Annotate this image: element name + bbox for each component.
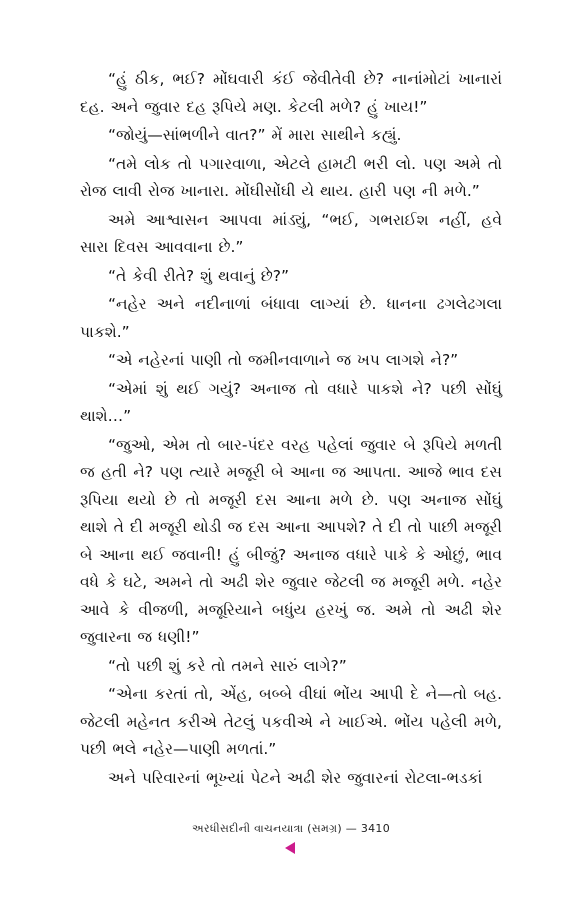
paragraph: “જોયું—સાંભળીને વાત?” મેં મારા સાથીને કહ્યું.: [108, 126, 402, 144]
paragraph: “એના કરતાં તો, એંહ, બબ્બે વીઘાં ભોંય આપી દે ને—તો બહ. જેટલી મહેનત કરીએ તેટલું પકવીએ ને ખાઈએ. ભોંય પહેલી મળે, પછી ભલે નહેર—પાણી મળતાં.”: [80, 685, 502, 758]
page-footer: અરધીસદીની વાચનયાત્રા (સમગ્ર) — 3410: [191, 822, 391, 835]
paragraph: “હું ઠીક, ભઈ? મોંઘવારી કંઈ જેવીતેવી છે? નાનાંમોટાં ખાનારાં દહ. અને જુવાર દહ રૂપિયે મણ. કેટલી મળે? હું ખાય!”: [80, 70, 502, 116]
paragraph: “જુઓ, એમ તો બાર-પંદર વરહ પહેલાં જુવાર બે રૂપિયે મળતી જ હતી ને? પણ ત્યારે મજૂરી બે આના જ આપતા. આજે ભાવ દસ રૂપિયા થયો છે તો મજૂરી દસ આના મળે છે. પણ અનાજ સોંઘું થાશે તે દી મજૂરી થોડી જ દસ આના આપશે? તે દી તો પાછી મજૂરી બે આના થઈ જવાની! હું બીજું? અનાજ વધારે પાકે કે ઓછું, ભાવ વધે કે ઘટે, અમને તો અઢી શેર જુવાર જેટલી જ મજૂરી મળે. નહેર આવે કે વીજળી, મજૂરિયાને બધુંય હરખું જ. અમે તો અઢી શેર જુવારના જ ધણી!”: [80, 435, 502, 646]
previous-page-arrow-icon[interactable]: [285, 842, 295, 854]
paragraph: “નહેર અને નદીનાળાં બંધાવા લાગ્યાં છે. ધાનના ઢગલેઢગલા પાકશે.”: [80, 295, 502, 341]
paragraph: “એ નહેરનાં પાણી તો જમીનવાળાને જ ખપ લાગશે ને?”: [108, 351, 459, 369]
paragraph: “તમે લોક તો પગારવાળા, એટલે હામટી ભરી લો. પણ અમે તો રોજ લાવી રોજ ખાનારા. મોંઘીસોંઘી યે થાય. હારી પણ ની મળે.”: [80, 154, 502, 200]
paragraph: અને પરિવારનાં ભૂખ્યાં પેટને અઢી શેર જુવારનાં રોટલા-ભડકાં: [108, 768, 483, 787]
body-text: [80, 66, 502, 793]
paragraph: અમે આશ્વાસન આપવા માંડ્યું, “ભઈ, ગભરાઈશ નહીં, હવે સારા દિવસ આવવાના છે.”: [80, 210, 502, 256]
paragraph: “તો પછી શું કરે તો તમને સારું લાગે?”: [108, 656, 347, 675]
paragraph: “એમાં શું થઈ ગયું? અનાજ તો વધારે પાકશે ને? પછી સોંઘું થાશે…”: [80, 379, 502, 425]
paragraph: “તે કેવી રીતે? શું થવાનું છે?”: [108, 266, 290, 285]
